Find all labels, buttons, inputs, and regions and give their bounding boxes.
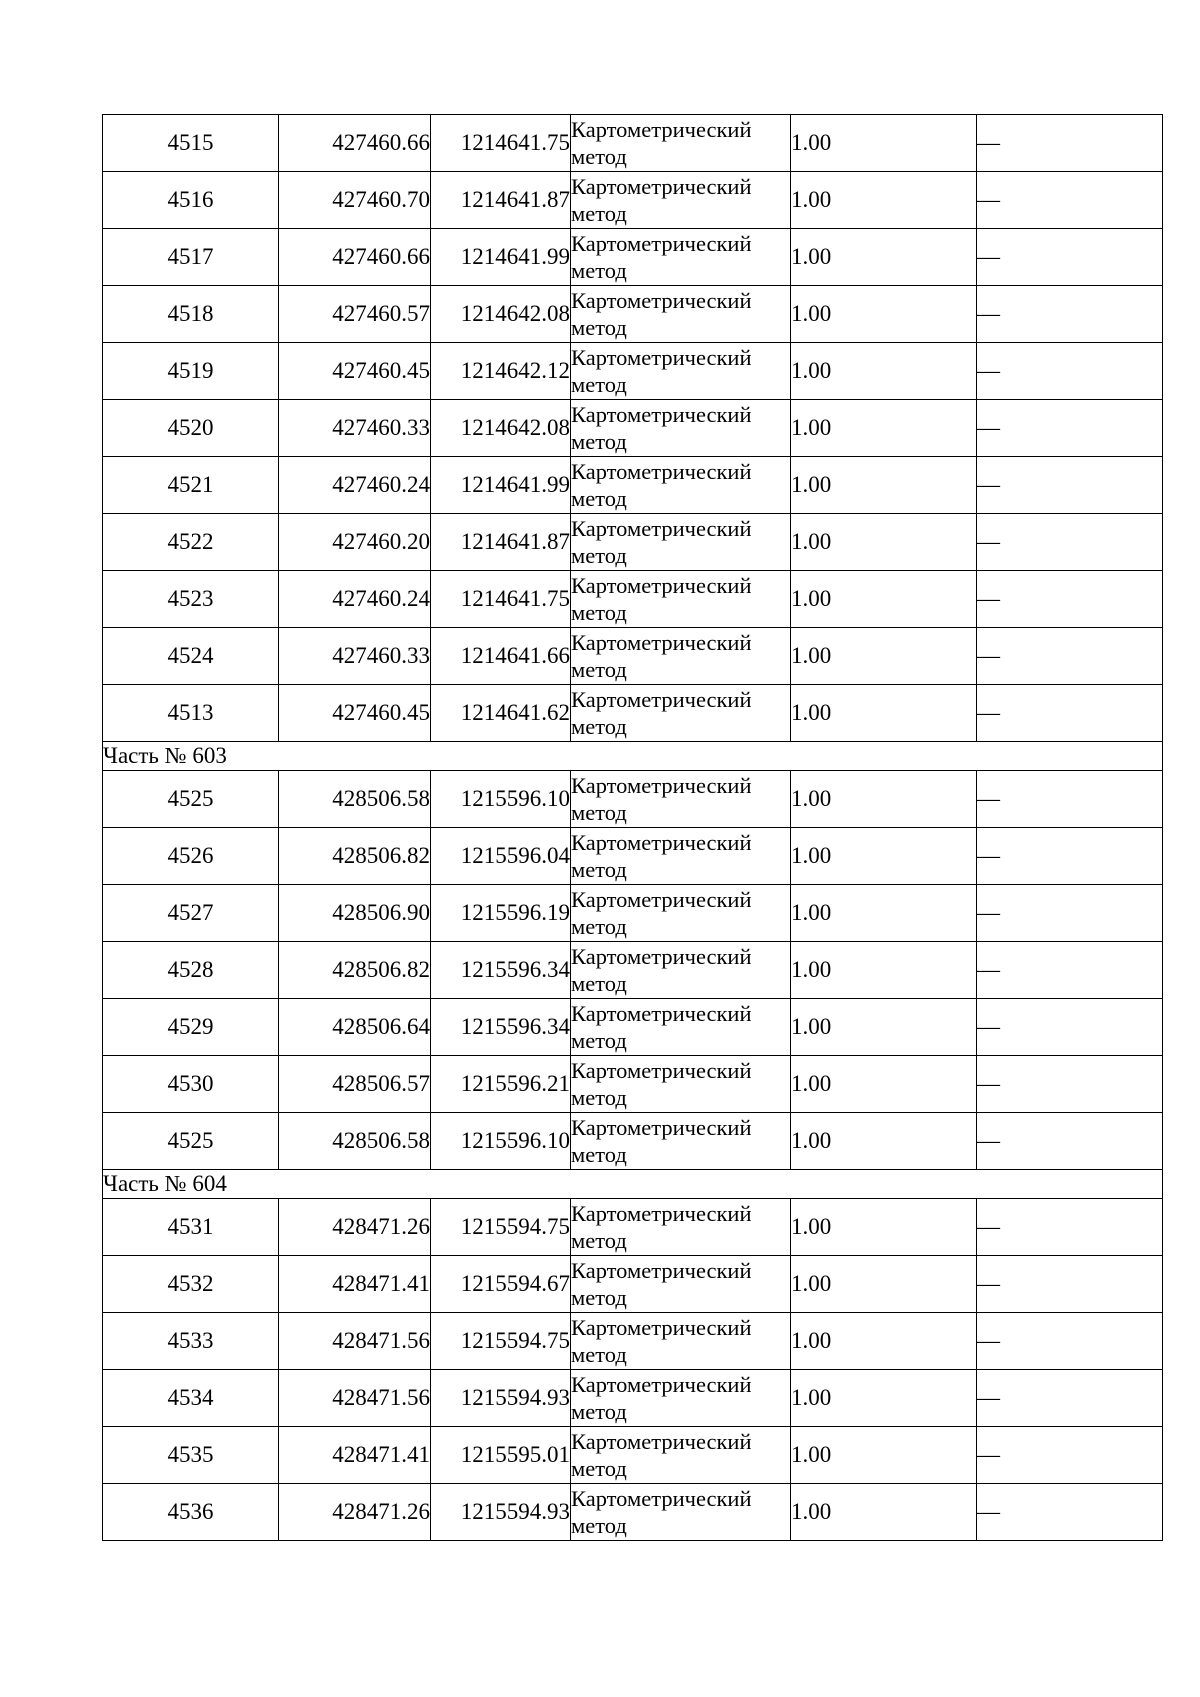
accuracy-cell: 1.00 (791, 999, 977, 1056)
x-coordinate-cell: 427460.33 (279, 400, 431, 457)
table-row (103, 1313, 1163, 1370)
table-row (103, 1484, 1163, 1541)
method-line-2: метод (571, 1342, 627, 1367)
y-coordinate-cell: 1215596.34 (431, 942, 571, 999)
method-line-2: метод (571, 857, 627, 882)
x-coordinate-cell: 427460.66 (279, 229, 431, 286)
point-number-cell: 4524 (103, 628, 279, 685)
description-cell: — (977, 1056, 1163, 1113)
method-line-1: Картометрический (571, 944, 752, 969)
method-cell (571, 571, 791, 628)
table-row (103, 1256, 1163, 1313)
x-coordinate-cell: 428471.41 (279, 1256, 431, 1313)
accuracy-cell: 1.00 (791, 1313, 977, 1370)
accuracy-cell: 1.00 (791, 628, 977, 685)
description-cell: — (977, 1199, 1163, 1256)
x-coordinate-cell: 428506.82 (279, 942, 431, 999)
method-line-2: метод (571, 486, 627, 511)
x-coordinate-cell: 428471.26 (279, 1484, 431, 1541)
description-cell: — (977, 942, 1163, 999)
point-number-cell: 4522 (103, 514, 279, 571)
accuracy-cell: 1.00 (791, 885, 977, 942)
description-cell: — (977, 286, 1163, 343)
x-coordinate-cell: 428506.57 (279, 1056, 431, 1113)
y-coordinate-cell: 1214642.08 (431, 286, 571, 343)
method-line-1: Картометрический (571, 830, 752, 855)
accuracy-cell: 1.00 (791, 1113, 977, 1170)
accuracy-cell: 1.00 (791, 172, 977, 229)
y-coordinate-cell: 1215594.75 (431, 1199, 571, 1256)
y-coordinate-cell: 1214641.75 (431, 571, 571, 628)
table-row (103, 999, 1163, 1056)
accuracy-cell: 1.00 (791, 571, 977, 628)
description-cell: — (977, 1256, 1163, 1313)
method-line-2: метод (571, 1085, 627, 1110)
accuracy-cell: 1.00 (791, 1427, 977, 1484)
description-cell: — (977, 115, 1163, 172)
description-cell: — (977, 457, 1163, 514)
coordinates-table-body (103, 115, 1163, 1541)
table-row (103, 1370, 1163, 1427)
table-row (103, 1113, 1163, 1170)
y-coordinate-cell: 1215596.10 (431, 771, 571, 828)
point-number-cell: 4519 (103, 343, 279, 400)
point-number-cell: 4532 (103, 1256, 279, 1313)
method-cell (571, 400, 791, 457)
x-coordinate-cell: 427460.24 (279, 571, 431, 628)
point-number-cell: 4529 (103, 999, 279, 1056)
method-line-1: Картометрический (571, 1372, 752, 1397)
method-line-1: Картометрический (571, 1486, 752, 1511)
point-number-cell: 4528 (103, 942, 279, 999)
method-line-2: метод (571, 372, 627, 397)
x-coordinate-cell: 427460.20 (279, 514, 431, 571)
description-cell: — (977, 828, 1163, 885)
accuracy-cell: 1.00 (791, 286, 977, 343)
method-line-2: метод (571, 800, 627, 825)
method-line-2: метод (571, 1142, 627, 1167)
accuracy-cell: 1.00 (791, 1256, 977, 1313)
method-line-1: Картометрический (571, 174, 752, 199)
method-line-2: метод (571, 657, 627, 682)
x-coordinate-cell: 427460.24 (279, 457, 431, 514)
accuracy-cell: 1.00 (791, 942, 977, 999)
point-number-cell: 4526 (103, 828, 279, 885)
description-cell: — (977, 1427, 1163, 1484)
point-number-cell: 4516 (103, 172, 279, 229)
accuracy-cell: 1.00 (791, 828, 977, 885)
method-line-1: Картометрический (571, 1429, 752, 1454)
method-line-1: Картометрический (571, 630, 752, 655)
method-line-2: метод (571, 914, 627, 939)
table-row (103, 229, 1163, 286)
y-coordinate-cell: 1214642.12 (431, 343, 571, 400)
method-line-1: Картометрический (571, 887, 752, 912)
accuracy-cell: 1.00 (791, 685, 977, 742)
method-line-1: Картометрический (571, 1001, 752, 1026)
table-row (103, 771, 1163, 828)
method-cell (571, 286, 791, 343)
method-line-2: метод (571, 1285, 627, 1310)
y-coordinate-cell: 1215594.67 (431, 1256, 571, 1313)
method-line-2: метод (571, 315, 627, 340)
method-line-2: метод (571, 429, 627, 454)
method-cell (571, 628, 791, 685)
method-line-1: Картометрический (571, 117, 752, 142)
x-coordinate-cell: 428506.58 (279, 771, 431, 828)
method-line-2: метод (571, 258, 627, 283)
method-cell (571, 229, 791, 286)
table-row (103, 400, 1163, 457)
method-cell (571, 999, 791, 1056)
point-number-cell: 4536 (103, 1484, 279, 1541)
method-line-1: Картометрический (571, 1258, 752, 1283)
y-coordinate-cell: 1215595.01 (431, 1427, 571, 1484)
y-coordinate-cell: 1214641.99 (431, 457, 571, 514)
y-coordinate-cell: 1215596.19 (431, 885, 571, 942)
method-cell (571, 1484, 791, 1541)
method-cell (571, 1256, 791, 1313)
x-coordinate-cell: 427460.70 (279, 172, 431, 229)
description-cell: — (977, 229, 1163, 286)
method-line-2: метод (571, 201, 627, 226)
document-page (102, 114, 1162, 1541)
point-number-cell: 4525 (103, 1113, 279, 1170)
table-row (103, 286, 1163, 343)
y-coordinate-cell: 1214641.66 (431, 628, 571, 685)
table-row (103, 172, 1163, 229)
table-row (103, 1056, 1163, 1113)
table-row (103, 514, 1163, 571)
method-cell (571, 1113, 791, 1170)
y-coordinate-cell: 1215596.34 (431, 999, 571, 1056)
point-number-cell: 4533 (103, 1313, 279, 1370)
y-coordinate-cell: 1214641.99 (431, 229, 571, 286)
method-line-2: метод (571, 1513, 627, 1538)
part-title: Часть № 604 (103, 1170, 1163, 1199)
method-line-1: Картометрический (571, 459, 752, 484)
accuracy-cell: 1.00 (791, 343, 977, 400)
x-coordinate-cell: 427460.57 (279, 286, 431, 343)
method-line-2: метод (571, 600, 627, 625)
x-coordinate-cell: 428506.58 (279, 1113, 431, 1170)
method-cell (571, 685, 791, 742)
x-coordinate-cell: 428506.82 (279, 828, 431, 885)
method-line-1: Картометрический (571, 516, 752, 541)
method-cell (571, 115, 791, 172)
point-number-cell: 4518 (103, 286, 279, 343)
table-row (103, 685, 1163, 742)
description-cell: — (977, 400, 1163, 457)
table-row (103, 628, 1163, 685)
method-line-2: метод (571, 1456, 627, 1481)
method-line-2: метод (571, 1399, 627, 1424)
method-line-1: Картометрический (571, 573, 752, 598)
description-cell: — (977, 999, 1163, 1056)
description-cell: — (977, 628, 1163, 685)
table-row (103, 885, 1163, 942)
y-coordinate-cell: 1214642.08 (431, 400, 571, 457)
x-coordinate-cell: 428471.26 (279, 1199, 431, 1256)
accuracy-cell: 1.00 (791, 1484, 977, 1541)
table-row (103, 115, 1163, 172)
table-row (103, 1427, 1163, 1484)
accuracy-cell: 1.00 (791, 1056, 977, 1113)
description-cell: — (977, 1370, 1163, 1427)
y-coordinate-cell: 1214641.75 (431, 115, 571, 172)
part-title: Часть № 603 (103, 742, 1163, 771)
point-number-cell: 4520 (103, 400, 279, 457)
description-cell: — (977, 1113, 1163, 1170)
table-row (103, 942, 1163, 999)
method-line-1: Картометрический (571, 288, 752, 313)
point-number-cell: 4534 (103, 1370, 279, 1427)
table-row (103, 571, 1163, 628)
method-cell (571, 457, 791, 514)
method-cell (571, 1427, 791, 1484)
table-row (103, 343, 1163, 400)
method-cell (571, 514, 791, 571)
description-cell: — (977, 771, 1163, 828)
accuracy-cell: 1.00 (791, 457, 977, 514)
description-cell: — (977, 571, 1163, 628)
accuracy-cell: 1.00 (791, 1199, 977, 1256)
y-coordinate-cell: 1215596.10 (431, 1113, 571, 1170)
method-cell (571, 1313, 791, 1370)
method-line-2: метод (571, 714, 627, 739)
coordinates-table (102, 114, 1163, 1541)
method-line-2: метод (571, 1028, 627, 1053)
accuracy-cell: 1.00 (791, 771, 977, 828)
y-coordinate-cell: 1215596.04 (431, 828, 571, 885)
table-row (103, 457, 1163, 514)
part-header-row (103, 742, 1163, 771)
method-cell (571, 1370, 791, 1427)
x-coordinate-cell: 427460.45 (279, 685, 431, 742)
point-number-cell: 4515 (103, 115, 279, 172)
point-number-cell: 4527 (103, 885, 279, 942)
method-cell (571, 1056, 791, 1113)
method-line-1: Картометрический (571, 1315, 752, 1340)
method-line-1: Картометрический (571, 402, 752, 427)
x-coordinate-cell: 428471.56 (279, 1370, 431, 1427)
point-number-cell: 4530 (103, 1056, 279, 1113)
x-coordinate-cell: 428506.64 (279, 999, 431, 1056)
method-line-1: Картометрический (571, 345, 752, 370)
accuracy-cell: 1.00 (791, 400, 977, 457)
point-number-cell: 4517 (103, 229, 279, 286)
method-line-2: метод (571, 971, 627, 996)
method-cell (571, 828, 791, 885)
description-cell: — (977, 1484, 1163, 1541)
method-line-1: Картометрический (571, 773, 752, 798)
method-cell (571, 885, 791, 942)
accuracy-cell: 1.00 (791, 115, 977, 172)
method-line-2: метод (571, 1228, 627, 1253)
description-cell: — (977, 685, 1163, 742)
method-line-1: Картометрический (571, 1058, 752, 1083)
point-number-cell: 4531 (103, 1199, 279, 1256)
x-coordinate-cell: 428506.90 (279, 885, 431, 942)
point-number-cell: 4525 (103, 771, 279, 828)
description-cell: — (977, 1313, 1163, 1370)
part-header-row (103, 1170, 1163, 1199)
description-cell: — (977, 343, 1163, 400)
y-coordinate-cell: 1215594.93 (431, 1484, 571, 1541)
accuracy-cell: 1.00 (791, 1370, 977, 1427)
y-coordinate-cell: 1214641.62 (431, 685, 571, 742)
x-coordinate-cell: 427460.66 (279, 115, 431, 172)
point-number-cell: 4513 (103, 685, 279, 742)
table-row (103, 828, 1163, 885)
x-coordinate-cell: 428471.41 (279, 1427, 431, 1484)
description-cell: — (977, 885, 1163, 942)
x-coordinate-cell: 428471.56 (279, 1313, 431, 1370)
description-cell: — (977, 172, 1163, 229)
method-line-2: метод (571, 144, 627, 169)
y-coordinate-cell: 1215594.93 (431, 1370, 571, 1427)
accuracy-cell: 1.00 (791, 514, 977, 571)
method-line-2: метод (571, 543, 627, 568)
method-cell (571, 172, 791, 229)
method-line-1: Картометрический (571, 1201, 752, 1226)
method-cell (571, 942, 791, 999)
method-cell (571, 1199, 791, 1256)
accuracy-cell: 1.00 (791, 229, 977, 286)
x-coordinate-cell: 427460.33 (279, 628, 431, 685)
method-line-1: Картометрический (571, 1115, 752, 1140)
point-number-cell: 4535 (103, 1427, 279, 1484)
method-cell (571, 771, 791, 828)
description-cell: — (977, 514, 1163, 571)
point-number-cell: 4521 (103, 457, 279, 514)
y-coordinate-cell: 1214641.87 (431, 514, 571, 571)
y-coordinate-cell: 1214641.87 (431, 172, 571, 229)
point-number-cell: 4523 (103, 571, 279, 628)
method-line-1: Картометрический (571, 231, 752, 256)
table-row (103, 1199, 1163, 1256)
method-cell (571, 343, 791, 400)
method-line-1: Картометрический (571, 687, 752, 712)
y-coordinate-cell: 1215594.75 (431, 1313, 571, 1370)
y-coordinate-cell: 1215596.21 (431, 1056, 571, 1113)
x-coordinate-cell: 427460.45 (279, 343, 431, 400)
